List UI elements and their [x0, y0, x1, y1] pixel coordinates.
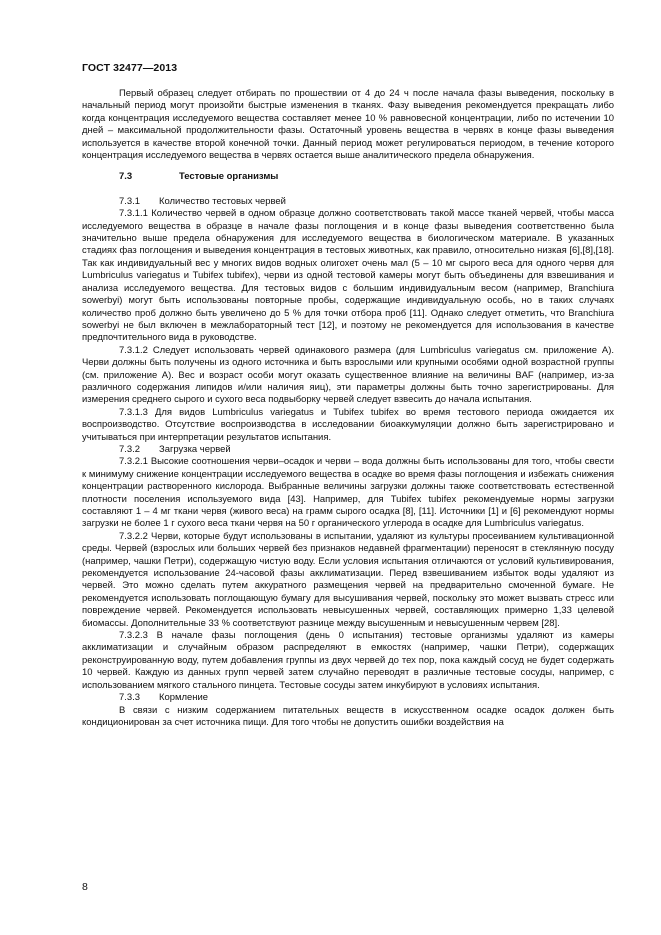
subsection-heading: [82, 444, 614, 456]
section-heading: [82, 171, 614, 183]
paragraph: 7.3.1.2 Следует использовать червей одинакового размера (для Lumbriculus variegatus см. приложение А). Черви должны быть получены из одного источника и быть взрослыми или крупными особями одной возрастной группы (см. приложение А). Вес и возраст особи могут оказать существенное влияние на величины BAF (например, из-за различного содержания липидов и/или наличия яиц), эти параметры должны быть точно зарегистрированы. Для измерения среднего сырого и сухого веса подвыборку червей следует взвесить до начала испытания.: [82, 344, 614, 406]
subsection-number: 7.3.2: [119, 443, 140, 455]
paragraph: 7.3.2.3 В начале фазы поглощения (день 0 испытания) тестовые организмы удаляют из камеры акклиматизации и случайным образом распределяют в емкостях (например, чашки Петри), содержащих реконструированную воду, путем добавления группы из двух червей до тех пор, пока каждый сосуд не будет содержать 10 червей. Каждую из данных групп червей затем случайно переводят в различные тестовые сосуды, например, с использованием мягкого стального пинцета. Тестовые сосуды затем инкубируют в условиях испытания.: [82, 630, 614, 691]
subsection-heading: [82, 692, 614, 704]
paragraph: Первый образец следует отбирать по прошествии от 4 до 24 ч после начала фазы выведения, поскольку в начальный период могут произойти быстрые изменения в тканях. Фазу выведения рекомендуется прекращать либо когда концентрация исследуемого вещества составляет менее 10 % равновесной концентрации, либо по истечении 10 дней – максимальной продолжительности фазы. Остаточный уровень вещества в червях в конце фазы выведения используется в качестве второй конечной точки. Данный период может регулироваться периодом, в течение которого концентрация исследуемого вещества в червях остается выше аналитического предела обнаружения.: [82, 88, 614, 162]
subsection-title: Загрузка червей: [159, 443, 231, 455]
paragraph: 7.3.1.1 Количество червей в одном образце должно соответствовать такой массе тканей червей, чтобы масса исследуемого вещества в образце в начале фазы поглощения и в конце фазы выведения соответственно была значительно выше предела обнаружения для исследуемого вещества в биологическом материале. В указанных стадиях фаз поглощения и выведения концентрация в тестовых животных, как правило, относительно низкая [6],[8],[18]. Так как индивидуальный вес у многих видов водных олигохет очень мал (5 – 10 мг сырого веса для одного червя для Lumbriculus variegatus и Tubifex tubifex), черви из одной тестовой камеры могут быть объединены для взвешивания и анализа исследуемого вещества. Для тестовых видов с большим индивидуальным весом (например, Branchiura sowerbyi) могут быть использованы повторные пробы, содержащие индивидуальную особь, но в таких случаях количество проб должно быть увеличено до 5 % для точки отбора проб [11]. Однако следует отметить, что Branchiura sowerbyi не был включен в межлабораторный тест [12], и поэтому не рекомендуется для использования в качестве предпочтительного вида в руководстве.: [82, 208, 614, 344]
page-number: 8: [82, 881, 88, 893]
subsection-title: Кормление: [159, 692, 208, 704]
paragraph: 7.3.1.3 Для видов Lumbriculus variegatus и Tubifex tubifex во время тестового периода ожидается их воспроизводство. Отсутствие воспроизводства в исследовании биоаккумуляции должно быть зарегистрировано и учитываться при интерпретации результатов испытания.: [82, 406, 614, 443]
subsection-title: Количество тестовых червей: [159, 195, 286, 207]
standard-header: ГОСТ 32477—2013: [82, 62, 178, 74]
subsection-number: 7.3.3: [119, 692, 140, 704]
section-number: 7.3: [119, 171, 133, 183]
subsection-heading: [82, 196, 614, 208]
paragraph: 7.3.2.1 Высокие соотношения черви–осадок и черви – вода должны быть использованы для того, чтобы свести к минимуму снижение концентрации исследуемого вещества в осадке во время фазы поглощения и избежать снижения концентрации растворенного кислорода. Выбранные величины загрузки должны также соответствовать естественной плотности поселения используемого вида [43]. Например, для Tubifex tubifex рекомендуемые нормы загрузки составляют 1 – 4 мг ткани червя (живого веса) на грамм сырого осадка [8], [11]. Источники [1] и [6] рекомендуют нормы загрузки не более 1 г сухого веса ткани червя на 50 г органического углерода в осадке для Lumbriculus variegatus.: [82, 456, 614, 530]
paragraph: 7.3.2.2 Черви, которые будут использованы в испытании, удаляют из культуры просеиванием культивационной среды. Червей (взрослых или больших червей без признаков недавней фрагментации) переносят в стеклянную посуду (например, чашки Петри), содержащую чистую воду. Если условия испытания отличаются от условий культивирования, рекомендуется использование 24-часовой фазы акклиматизации. Перед взвешиванием избыток воды удаляют из червей. Это можно сделать путем аккуратного размещения червей на предварительно смоченной бумаге. Не рекомендуется использовать поглощающую бумагу для высушивания червей, поскольку это может вызвать стресс или повреждение червей. Рекомендуется использовать невысушенных червей, составляющих примерно 1,33 целевой биомассы. Дополнительные 33 % соответствуют разнице между высушенным и невысушенным червем [28].: [82, 530, 614, 629]
paragraph: В связи с низким содержанием питательных веществ в искусственном осадке осадок должен быть кондиционирован за счет источника пищи. Для того чтобы не допустить ошибки воздействия на: [82, 704, 614, 728]
body-text: [82, 88, 614, 729]
section-title: Тестовые организмы: [179, 171, 279, 183]
subsection-number: 7.3.1: [119, 195, 140, 207]
